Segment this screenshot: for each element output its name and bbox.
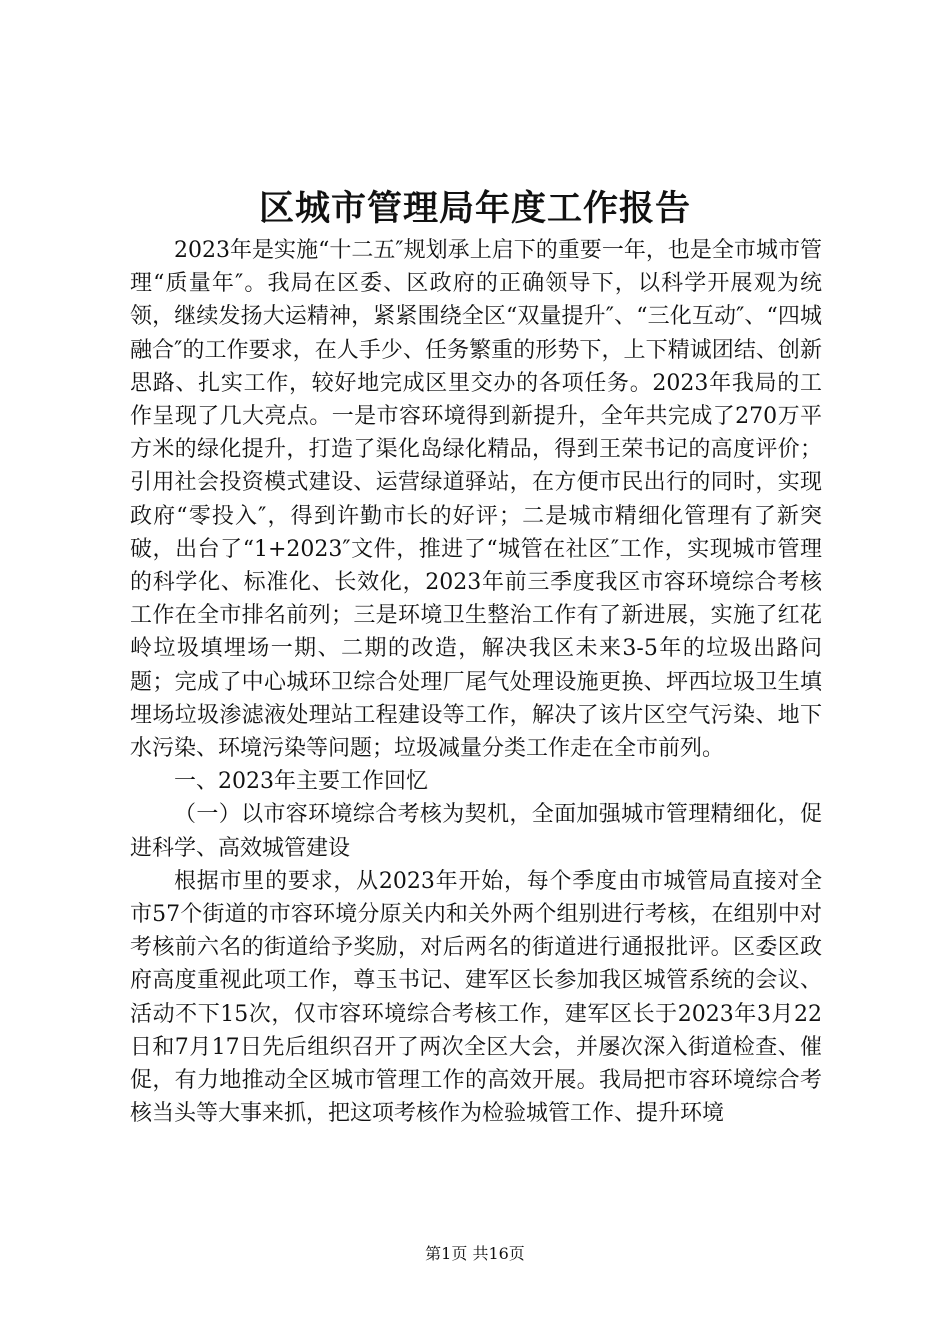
subsection-heading: （一）以市容环境综合考核为契机，全面加强城市管理精细化，促进科学、高效城管建设 bbox=[130, 802, 822, 861]
document-title: 区城市管理局年度工作报告 bbox=[258, 188, 691, 229]
document-body bbox=[130, 234, 822, 1130]
section-heading: 一、2023年主要工作回忆 bbox=[174, 769, 428, 795]
page-number-footer: 第1页 共16页 bbox=[425, 1244, 525, 1263]
paragraph-intro: 2023年是实施“十二五″规划承上启下的重要一年，也是全市城市管理“质量年″。我局在区委、区政府的正确领导下，以科学开展观为统领，继续发扬大运精神，紧紧围绕全区“双量提升″、“三化互动″、“四城融合″的工作要求，在人手少、任务繁重的形势下，上下精诚团结、创新思路、扎实工作，较好地完成区里交办的各项任务。2023年我局的工作呈现了几大亮点。一是市容环境得到新提升，全年共完成了270万平方米的绿化提升，打造了渠化岛绿化精品，得到王荣书记的高度评价；引用社会投资模式建设、运营绿道驿站，在方便市民出行的同时，实现政府“零投入″，得到许勤市长的好评；二是城市精细化管理有了新突破，出台了“1+2023″文件，推进了“城管在社区″工作，实现城市管理的科学化、标准化、长效化，2023年前三季度我区市容环境综合考核工作在全市排名前列；三是环境卫生整治工作有了新进展，实施了红花岭垃圾填埋场一期、二期的改造，解决我区未来3-5年的垃圾出路问题；完成了中心城环卫综合处理厂尾气处理设施更换、坪西垃圾卫生填埋场垃圾渗滤液处理站工程建设等工作，解决了该片区空气污染、地下水污染、环境污染等问题；垃圾减量分类工作走在全市前列。 bbox=[130, 238, 822, 762]
paragraph-assessment: 根据市里的要求，从2023年开始，每个季度由市城管局直接对全市57个街道的市容环境分原关内和关外两个组别进行考核，在组别中对考核前六名的街道给予奖励，对后两名的街道进行通报批评。区委区政府高度重视此项工作，尊玉书记、建军区长参加我区城管系统的会议、活动不下15次，仅市容环境综合考核工作，建军区长于2023年3月22日和7月17日先后组织召开了两次全区大会，并屡次深入街道检查、催促，有力地推动全区城市管理工作的高效开展。我局把市容环境综合考核当头等大事来抓，把这项考核作为检验城管工作、提升环境 bbox=[130, 868, 822, 1127]
